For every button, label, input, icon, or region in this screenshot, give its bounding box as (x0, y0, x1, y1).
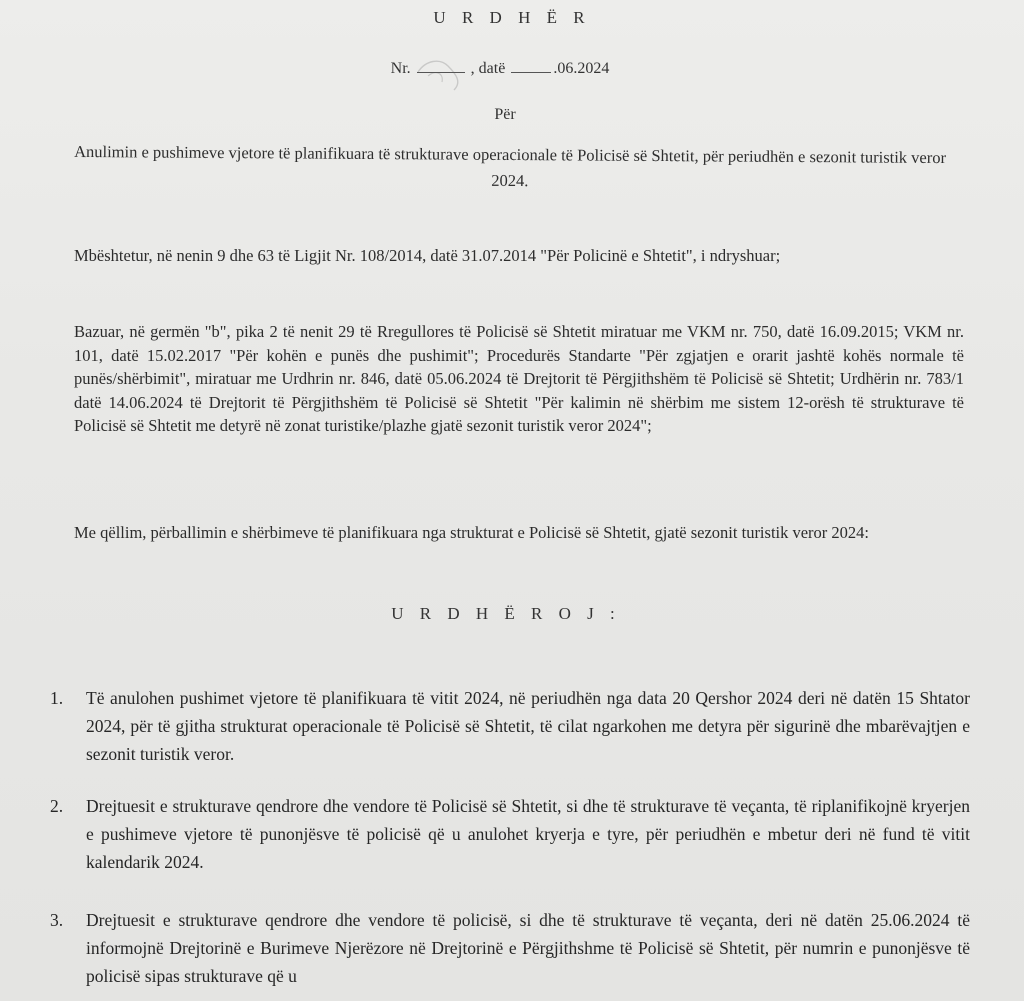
order-number-line (0, 60, 1000, 78)
nr-label: Nr. (390, 60, 411, 77)
document-title: U R D H Ë R (433, 8, 591, 27)
item-number: 3. (50, 910, 64, 930)
per-label: Për (494, 106, 516, 123)
order-item (50, 684, 970, 768)
day-blank (511, 60, 551, 73)
order-subject: Anulimin e pushimeve vjetore të planifikuara të strukturave operacionale të Policisë së Shtetit, për periudhën e sezonit turistik veror 2024. (74, 141, 947, 191)
legal-basis-paragraph: Mbështetur, në nenin 9 dhe 63 të Ligjit Nr. 108/2014, datë 31.07.2014 "Për Policinë e Shtetit", i ndryshuar; (74, 246, 781, 265)
nr-blank (417, 60, 465, 73)
item-text: Drejtuesit e strukturave qendrore dhe vendore të policisë, si dhe të strukturave të veçanta, deri në datën 25.06.2024 të informojnë Drejtorinë e Burimeve Njerëzore në Drejtorinë e Përgjithshme të Policisë së Shtetit, për numrin e punonjësve të policisë sipas strukturave që u (86, 910, 970, 986)
date-value: .06.2024 (553, 60, 610, 77)
item-number: 1. (50, 688, 64, 708)
item-text: Të anulohen pushimet vjetore të planifikuara të vitit 2024, në periudhën nga data 20 Qershor 2024 deri në datën 15 Shtator 2024, për të gjitha strukturat operacionale të Policisë së Shtetit, të cilat ngarkohen me detyra për sigurinë dhe mbarëvajtjen e sezonit turistik veror. (86, 688, 970, 764)
item-text: Drejtuesit e strukturave qendrore dhe vendore të Policisë së Shtetit, si dhe të strukturave të veçanta, të riplanifikojnë kryerjen e pushimeve vjetore të punonjësve të policisë që u anulohet kryerja e tyre, për periudhën e mbetur deri në fund të vitit kalendarik 2024. (86, 796, 970, 872)
order-heading: U R D H Ë R O J : (391, 604, 621, 623)
purpose-paragraph: Me qëllim, përballimin e shërbimeve të planifikuara nga strukturat e Policisë së Shtetit, gjatë sezonit turistik veror 2024: (74, 523, 870, 542)
item-number: 2. (50, 796, 64, 816)
order-item (50, 792, 970, 876)
order-item (50, 906, 970, 990)
regulation-basis-paragraph: Bazuar, në germën "b", pika 2 të nenit 29 të Rregullores të Policisë së Shtetit miratuar me VKM nr. 750, datë 16.09.2015; VKM nr. 101, datë 15.02.2017 "Për kohën e punës dhe pushimit"; Procedurës Standarte "Për zgjatjen e orarit jashtë kohës normale të punës/shërbimit", miratuar me Urdhrin nr. 846, datë 05.06.2024 të Drejtorit të Përgjithshëm të Policisë së Shtetit; Urdhërin nr. 783/1 datë 14.06.2024 të Drejtorit të Përgjithshëm të Policisë së Shtetit "Për kalimin në shërbim me sistem 12-orësh të strukturave të Policisë së Shtetit me detyrë në zonat turistike/plazhe gjatë sezonit turistik veror 2024"; (74, 322, 964, 435)
date-label: , datë (470, 60, 506, 77)
